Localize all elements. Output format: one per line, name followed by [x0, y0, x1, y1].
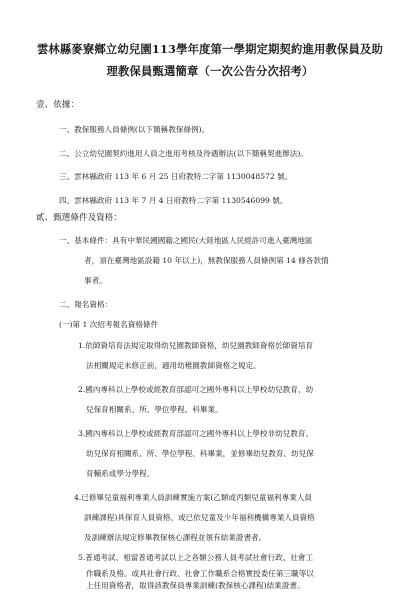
qualification-item-3-line1: 3.國內專科以上學校或經教育部認可之國外專科以上學校非幼兒教育、: [78, 429, 314, 438]
basis-item-2: 二、公立幼兒園契約進用人員之進用考核及待遇辦法(以下簡稱契進辦法)。: [59, 149, 308, 158]
first-round-heading: (一)第 1 次招考報名資格條件: [59, 320, 159, 329]
qualification-item-4-line1: 4.已修畢兒童福利專業人員訓練實施方案(乙類或丙類兒童福利專業人員: [74, 493, 313, 502]
qualification-item-1-line2: 法相關規定未修正前，適用幼稚園教師資格之規定。: [86, 361, 261, 370]
application-qualifications-heading: 二、報名資格：: [59, 300, 113, 309]
qualification-item-3-line3: 育輔系或學分學程。: [86, 469, 155, 478]
qualification-item-4-line2: 訓練課程)具保育人員資格、或已依兒童及少年福利機構專業人員資格: [84, 513, 315, 522]
qualification-item-1-line1: 1.依師資培育法規定取得幼兒園教師資格，幼兒園教師資格於師資培育: [78, 341, 314, 350]
basic-condition-line1: 一、基本條件：具有中華民國國籍之國民(大陸地區人民經許可進入臺灣地區: [59, 236, 313, 245]
qualification-item-5-line3: 上任用資格者，取得該教保員專業訓練(教保核心課程)結業證書。: [86, 581, 305, 590]
basic-condition-line2: 者，須在臺灣地區設籍 10 年以上)，無教保服務人員條例第 14 條各款情: [84, 256, 329, 265]
document-title-line1: 雲林縣麥寮鄉立幼兒園113學年度第一學期定期契約進用教保員及助: [36, 42, 384, 56]
basic-condition-line3: 事者。: [84, 276, 107, 285]
basis-item-1: 一、教保服務人員條例(以下簡稱教保條例)。: [59, 125, 210, 134]
document-title-line2: 理教保員甄選簡章（一次公告分次招考）: [106, 64, 314, 78]
basis-item-4: 四、雲林縣政府 113 年 7 月 4 日府教特二字第 1130546099 號。: [59, 196, 288, 205]
section-basis-heading: 壹、依據：: [36, 100, 79, 110]
qualification-item-2-line2: 兒保育相關系、所、學位學程、科畢業。: [86, 405, 223, 414]
qualification-item-5-line2: 作職系及格。或具社會行政、社會工作職系合格實授委任第三職等以: [86, 569, 314, 578]
section-qualifications-heading: 貳、甄選條件及資格：: [36, 213, 122, 223]
qualification-item-2-line1: 2.國內專科以上學校或經教育部認可之國外專科以上學校幼兒教育、幼: [78, 385, 314, 394]
qualification-item-3-line2: 幼兒保育相關系、所、學位學程、科畢業，並修畢幼兒教育、幼兒保: [86, 449, 314, 458]
qualification-item-4-line3: 及訓練辦法規定修畢教保核心課程並領有結業證書者。: [84, 533, 267, 542]
qualification-item-5-line1: 5.普通考試、相當普通考試以上之各類公務人員考試社會行政、社會工: [78, 553, 314, 562]
basis-item-3: 三、雲林縣政府 113 年 6 月 25 日府教特二字第 1130048572 號。: [59, 172, 293, 181]
